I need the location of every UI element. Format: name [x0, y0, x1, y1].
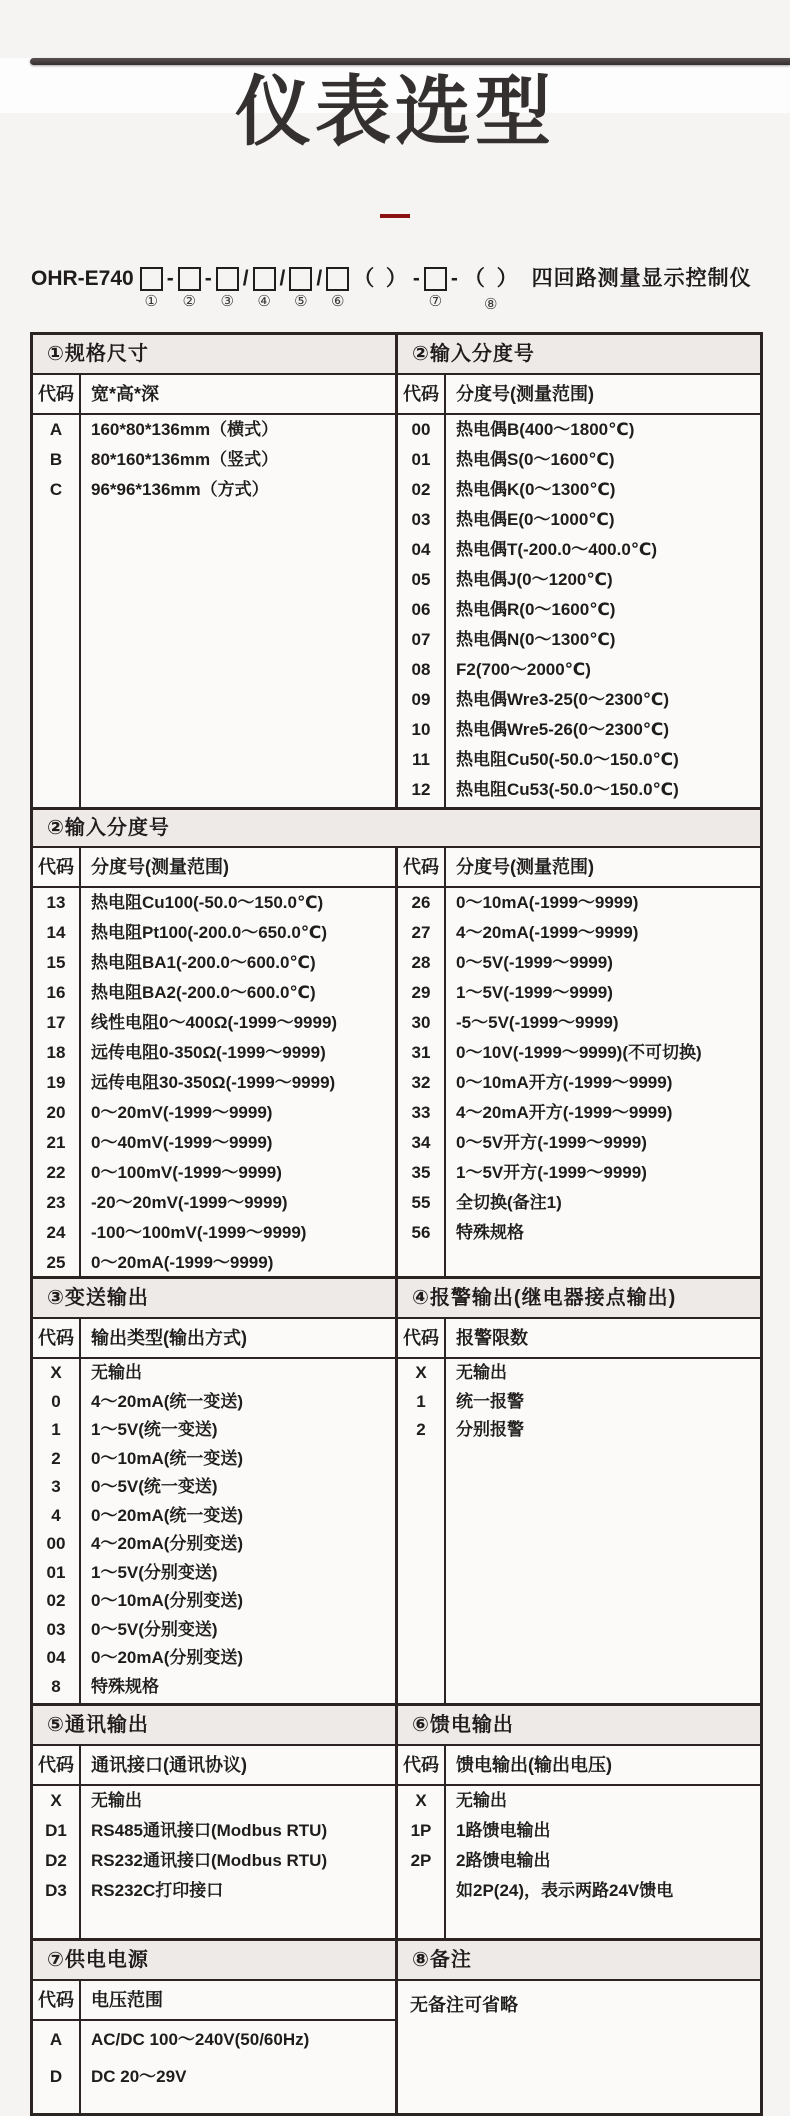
table-block-3 — [30, 1276, 763, 1706]
code-cell: D2 — [45, 1851, 67, 1870]
note-text: 无备注可省略 — [410, 1995, 518, 2015]
description-column-header: 宽*高*深 — [91, 384, 160, 404]
description-cell: 全切换(备注1) — [456, 1193, 562, 1212]
description-cell: RS232C打印接口 — [91, 1881, 224, 1900]
model-suffix-segment — [522, 264, 752, 316]
description-cell: 热电阻Pt100(-200.0～650.0℃) — [91, 923, 328, 942]
code-column-header: 代码 — [398, 1746, 446, 1784]
model-code-box — [424, 267, 447, 291]
column-header-row — [398, 1746, 760, 1786]
column-header-row — [33, 1319, 395, 1359]
rows-body — [398, 415, 760, 807]
model-position-number: ⑤ — [294, 293, 308, 310]
section-header: ②输入分度号 — [33, 810, 760, 848]
description-cell: 分别报警 — [456, 1420, 524, 1439]
section-header: ⑥馈电输出 — [398, 1706, 760, 1746]
code-column-header: 代码 — [33, 848, 81, 886]
code-cell: 18 — [46, 1043, 66, 1062]
table-block-5 — [30, 1938, 763, 2116]
section-header: ②输入分度号 — [398, 335, 760, 375]
code-cell: 29 — [411, 983, 431, 1002]
model-code-separator — [462, 264, 520, 316]
description-cell: DC 20～29V — [91, 2067, 187, 2086]
column-header-row — [33, 1981, 395, 2021]
description-column — [81, 1786, 395, 1938]
code-cell: 01 — [411, 450, 431, 469]
code-column-header: 代码 — [33, 1746, 81, 1784]
description-cell: 0～20mV(-1999～9999) — [91, 1103, 273, 1122]
code-cell: X — [415, 1791, 427, 1810]
code-cell: 02 — [411, 480, 431, 499]
left-half — [33, 848, 398, 1276]
code-cell — [398, 1876, 444, 1906]
code-cell: B — [49, 450, 63, 469]
code-cell: 21 — [46, 1133, 66, 1152]
code-cell: 03 — [46, 1619, 66, 1639]
code-cell: 31 — [411, 1043, 431, 1062]
model-code-separator-glyph: - — [450, 267, 458, 290]
model-code-box-segment — [424, 264, 447, 313]
code-cell: 16 — [46, 983, 66, 1002]
code-cell: 07 — [411, 630, 431, 649]
description-cell: 热电偶E(0～1000℃) — [456, 510, 615, 529]
model-suffix: 四回路测量显示控制仪 — [531, 267, 752, 290]
description-cell: 0～5V(分别变送) — [91, 1619, 218, 1639]
code-cell: 4 — [51, 1505, 61, 1525]
left-half — [33, 1279, 398, 1703]
description-cell: 160*80*136mm（横式） — [91, 420, 279, 439]
description-cell: 线性电阻0～400Ω(-1999～9999) — [91, 1013, 338, 1032]
code-column-header: 代码 — [398, 375, 446, 413]
description-column — [81, 2021, 395, 2113]
model-code-separator — [241, 264, 251, 316]
code-cell: 14 — [46, 923, 66, 942]
description-cell: 96*96*136mm（方式） — [91, 480, 269, 499]
column-header-row — [33, 375, 395, 415]
description-cell: -5～5V(-1999～9999) — [456, 1013, 619, 1032]
model-code-box-segment — [140, 264, 163, 313]
model-code-box — [140, 267, 163, 291]
code-cell: X — [50, 1363, 62, 1382]
description-cell: 0～10mA(-1999～9999) — [456, 893, 639, 912]
model-code-separator-glyph: / — [279, 267, 286, 290]
right-half — [398, 848, 760, 1276]
code-cell: 1P — [410, 1821, 432, 1840]
description-column-header: 输出类型(输出方式) — [91, 1328, 247, 1348]
block-columns — [33, 1941, 760, 2113]
description-cell: 热电偶Wre5-26(0～2300℃) — [456, 720, 670, 739]
section-header: ⑤通讯输出 — [33, 1706, 395, 1746]
description-cell: 热电阻BA1(-200.0～600.0℃) — [91, 953, 316, 972]
model-position-number: ② — [182, 293, 196, 310]
description-cell: 热电偶S(0～1600℃) — [456, 450, 615, 469]
description-cell: 80*160*136mm（竖式） — [91, 450, 279, 469]
code-cell: 06 — [411, 600, 431, 619]
description-cell: 无输出 — [456, 1363, 507, 1382]
left-half — [33, 1941, 398, 2113]
code-cell: 1 — [416, 1391, 426, 1411]
description-cell: 4～20mA开方(-1999～9999) — [456, 1103, 673, 1122]
description-cell: 热电阻BA2(-200.0～600.0℃) — [91, 983, 316, 1002]
right-half — [398, 1706, 760, 1938]
code-cell: 17 — [46, 1013, 66, 1032]
description-cell: 1～5V(分别变送) — [91, 1562, 218, 1582]
model-code-separator — [449, 264, 460, 316]
section-header: ④报警输出(继电器接点输出) — [398, 1279, 760, 1319]
code-column — [33, 888, 81, 1276]
column-header-row — [398, 375, 760, 415]
model-code-separator — [411, 264, 422, 316]
model-position-number: ⑦ — [428, 293, 443, 310]
description-cell: 4～20mA(统一变送) — [91, 1391, 244, 1411]
model-code-separator — [165, 264, 176, 316]
code-column-header: 代码 — [33, 1981, 81, 2019]
code-cell: D3 — [45, 1881, 67, 1900]
code-cell: 09 — [411, 690, 431, 709]
description-cell: 远传电阻30-350Ω(-1999～9999) — [91, 1073, 336, 1092]
description-column — [81, 1359, 395, 1703]
block-columns — [33, 1706, 760, 1938]
code-cell: X — [50, 1791, 62, 1810]
block-columns — [33, 1279, 760, 1703]
description-cell: 如2P(24)，表示两路24V馈电 — [456, 1881, 674, 1900]
description-cell: -100～100mV(-1999～9999) — [91, 1223, 307, 1242]
code-column — [33, 1359, 81, 1703]
description-column-header: 分度号(测量范围) — [456, 384, 594, 404]
code-cell: 27 — [411, 923, 431, 942]
description-cell: 特殊规格 — [456, 1223, 524, 1242]
description-column-header: 通讯接口(通讯协议) — [91, 1755, 247, 1775]
model-position-number: ③ — [220, 293, 234, 310]
description-cell: 1～5V开方(-1999～9999) — [456, 1163, 647, 1182]
description-cell: 1路馈电输出 — [456, 1821, 551, 1840]
rows-body — [33, 1359, 395, 1703]
model-code-separator-glyph: （ ） — [463, 267, 518, 290]
code-column — [398, 888, 446, 1276]
code-cell: 2P — [410, 1851, 432, 1870]
model-code-separator — [314, 264, 324, 316]
code-cell: 8 — [51, 1676, 61, 1696]
description-cell: 0～40mV(-1999～9999) — [91, 1133, 273, 1152]
code-cell: 12 — [411, 780, 431, 799]
code-cell: 24 — [46, 1223, 66, 1242]
code-cell: 01 — [46, 1562, 66, 1582]
code-cell: 00 — [46, 1534, 66, 1553]
description-cell: 0～20mA(分别变送) — [91, 1648, 244, 1667]
table-block-2 — [30, 807, 763, 1279]
code-column — [398, 1786, 446, 1938]
description-cell: -20～20mV(-1999～9999) — [91, 1193, 288, 1212]
code-cell: 10 — [411, 720, 431, 739]
code-cell: 11 — [412, 750, 430, 769]
description-cell: 统一报警 — [456, 1391, 524, 1411]
code-column — [33, 2021, 81, 2113]
description-column — [81, 888, 395, 1276]
title-divider — [380, 214, 410, 218]
description-cell: 远传电阻0-350Ω(-1999～9999) — [91, 1043, 326, 1062]
model-code-separator-glyph: - — [166, 267, 174, 290]
description-column-header: 分度号(测量范围) — [91, 857, 229, 877]
description-column-header: 馈电输出(输出电压) — [456, 1755, 612, 1775]
description-cell: 0～10mA(分别变送) — [91, 1591, 244, 1610]
description-cell: 热电偶N(0～1300℃) — [456, 630, 616, 649]
code-cell: 02 — [46, 1591, 66, 1610]
code-cell: 0 — [51, 1391, 61, 1411]
model-code-box — [178, 267, 201, 291]
page — [0, 58, 790, 2116]
rows-body — [33, 2021, 395, 2113]
description-cell: 热电偶R(0～1600℃) — [456, 600, 616, 619]
code-cell: 04 — [411, 540, 431, 559]
description-cell: 热电偶B(400～1800℃) — [456, 420, 635, 439]
description-cell: RS232通讯接口(Modbus RTU) — [91, 1851, 328, 1870]
model-position-number: ⑥ — [331, 293, 345, 310]
description-cell: 0～10mA开方(-1999～9999) — [456, 1073, 673, 1092]
description-cell: AC/DC 100～240V(50/60Hz) — [91, 2030, 310, 2049]
model-code-box-segment — [326, 264, 349, 313]
code-column-header: 代码 — [33, 375, 81, 413]
code-cell: 25 — [46, 1253, 66, 1272]
model-code-separator — [278, 264, 288, 316]
description-cell: 无输出 — [91, 1363, 142, 1382]
section-header: ⑧备注 — [398, 1941, 760, 1981]
description-cell: 热电阻Cu50(-50.0～150.0℃) — [456, 750, 679, 769]
description-column — [446, 888, 760, 1276]
section-header: ⑦供电电源 — [33, 1941, 395, 1981]
code-cell: 15 — [46, 953, 66, 972]
description-column — [446, 415, 760, 807]
description-cell: 0～5V开方(-1999～9999) — [456, 1133, 647, 1152]
section-header: ③变送输出 — [33, 1279, 395, 1319]
model-code-box-segment — [289, 264, 312, 313]
code-cell: C — [49, 480, 63, 499]
code-column — [33, 415, 81, 807]
code-cell: 19 — [46, 1073, 66, 1092]
description-cell: 1～5V(-1999～9999) — [456, 983, 613, 1002]
description-column-header: 电压范围 — [91, 1990, 163, 2010]
description-cell: 热电阻Cu100(-50.0～150.0℃) — [91, 893, 324, 912]
description-column — [446, 1359, 760, 1703]
model-code-box-segment — [178, 264, 201, 313]
model-position-number: ⑧ — [484, 296, 498, 313]
rows-body — [33, 415, 395, 807]
code-cell: 56 — [411, 1223, 431, 1242]
description-column — [446, 1786, 760, 1938]
description-cell: 0～20mA(-1999～9999) — [91, 1253, 274, 1272]
model-code-separator-glyph: / — [242, 267, 249, 290]
model-code-line — [30, 264, 790, 316]
code-column-header: 代码 — [398, 848, 446, 886]
description-cell: 热电偶K(0～1300℃) — [456, 480, 616, 499]
right-half — [398, 1279, 760, 1703]
section-header: ①规格尺寸 — [33, 335, 395, 375]
model-code-separator-glyph: （ ） — [353, 267, 407, 290]
rows-body — [398, 1359, 760, 1703]
code-cell: 05 — [411, 570, 431, 589]
description-cell: 无输出 — [91, 1791, 142, 1810]
rows-body — [33, 1786, 395, 1938]
code-cell: D — [49, 2067, 63, 2086]
code-cell: 00 — [411, 420, 431, 439]
description-cell: 0～10mA(统一变送) — [91, 1448, 244, 1468]
code-cell: D1 — [45, 1821, 67, 1840]
code-cell: 55 — [411, 1193, 431, 1212]
block-columns — [33, 848, 760, 1276]
model-code-separator-glyph: / — [316, 267, 323, 290]
description-cell: 热电阻Cu53(-50.0～150.0℃) — [456, 780, 679, 799]
left-half — [33, 1706, 398, 1938]
model-code-separator — [203, 264, 214, 316]
column-header-row — [398, 848, 760, 888]
description-cell: 特殊规格 — [91, 1676, 159, 1696]
model-code-box — [216, 267, 239, 291]
column-header-row — [33, 848, 395, 888]
code-cell: 2 — [51, 1448, 61, 1468]
left-half — [33, 335, 398, 807]
description-cell: 热电偶T(-200.0～400.0℃) — [456, 540, 658, 559]
code-cell: 32 — [411, 1073, 431, 1092]
description-cell: 0～10V(-1999～9999)(不可切换) — [456, 1043, 702, 1062]
description-cell: 2路馈电输出 — [456, 1851, 551, 1870]
code-cell: A — [49, 420, 63, 439]
description-cell: 0～20mA(统一变送) — [91, 1505, 244, 1525]
code-cell: A — [49, 2030, 63, 2049]
rows-body — [33, 888, 395, 1276]
description-cell: 0～5V(统一变送) — [91, 1477, 218, 1496]
description-cell: 热电偶J(0～1200℃) — [456, 570, 613, 589]
model-code-separator-glyph: - — [204, 267, 212, 290]
code-column-header: 代码 — [398, 1319, 446, 1357]
code-cell: 20 — [46, 1103, 66, 1122]
right-half — [398, 1941, 760, 2113]
selection-table — [30, 332, 763, 2116]
code-cell: 13 — [46, 893, 66, 912]
code-cell: 08 — [411, 660, 431, 679]
description-column-header: 报警限数 — [456, 1328, 528, 1348]
model-code-box — [289, 267, 312, 291]
model-prefix-segment — [31, 264, 138, 316]
code-cell: 35 — [411, 1163, 431, 1182]
table-block-1 — [30, 332, 763, 810]
code-cell: 3 — [51, 1477, 61, 1496]
description-cell: 1～5V(统一变送) — [91, 1420, 218, 1439]
code-cell: 23 — [46, 1193, 66, 1212]
page-title: 仪表选型 — [235, 70, 555, 155]
right-half — [398, 335, 760, 807]
model-code-box — [326, 267, 349, 291]
code-cell: 04 — [46, 1648, 66, 1667]
rows-body — [398, 1786, 760, 1938]
description-cell: 0～5V(-1999～9999) — [456, 953, 613, 972]
description-cell: 4～20mA(分别变送) — [91, 1534, 244, 1553]
code-cell: 34 — [411, 1133, 431, 1152]
column-header-row — [398, 1319, 760, 1359]
model-code-box — [253, 267, 276, 291]
description-cell: F2(700～2000℃) — [456, 660, 591, 679]
description-cell: 0～100mV(-1999～9999) — [91, 1163, 282, 1182]
model-code-box-segment — [216, 264, 239, 313]
description-cell: 4～20mA(-1999～9999) — [456, 923, 639, 942]
model-position-number: ① — [144, 293, 158, 310]
code-column — [398, 415, 446, 807]
model-code-box-segment — [253, 264, 276, 313]
model-prefix: OHR-E740 — [31, 267, 134, 290]
code-cell: 2 — [416, 1420, 426, 1439]
code-cell: 1 — [51, 1420, 61, 1439]
code-cell: 03 — [411, 510, 431, 529]
description-column-header: 分度号(测量范围) — [456, 857, 594, 877]
description-cell: 热电偶Wre3-25(0～2300℃) — [456, 690, 670, 709]
description-cell: RS485通讯接口(Modbus RTU) — [91, 1821, 328, 1840]
code-cell: X — [415, 1363, 427, 1382]
code-cell: 33 — [411, 1103, 431, 1122]
table-block-4 — [30, 1703, 763, 1941]
column-header-row — [33, 1746, 395, 1786]
block-columns — [33, 335, 760, 807]
model-position-number: ④ — [257, 293, 271, 310]
description-column — [81, 415, 395, 807]
code-cell: 30 — [411, 1013, 431, 1032]
code-cell: 22 — [46, 1163, 66, 1182]
code-cell: 28 — [411, 953, 431, 972]
model-code-separator — [351, 264, 409, 316]
description-cell: 无输出 — [456, 1791, 507, 1810]
code-cell: 26 — [411, 893, 431, 912]
code-column-header: 代码 — [33, 1319, 81, 1357]
rows-body — [398, 888, 760, 1276]
model-code-separator-glyph: - — [412, 267, 420, 290]
code-column — [33, 1786, 81, 1938]
code-column — [398, 1359, 446, 1703]
